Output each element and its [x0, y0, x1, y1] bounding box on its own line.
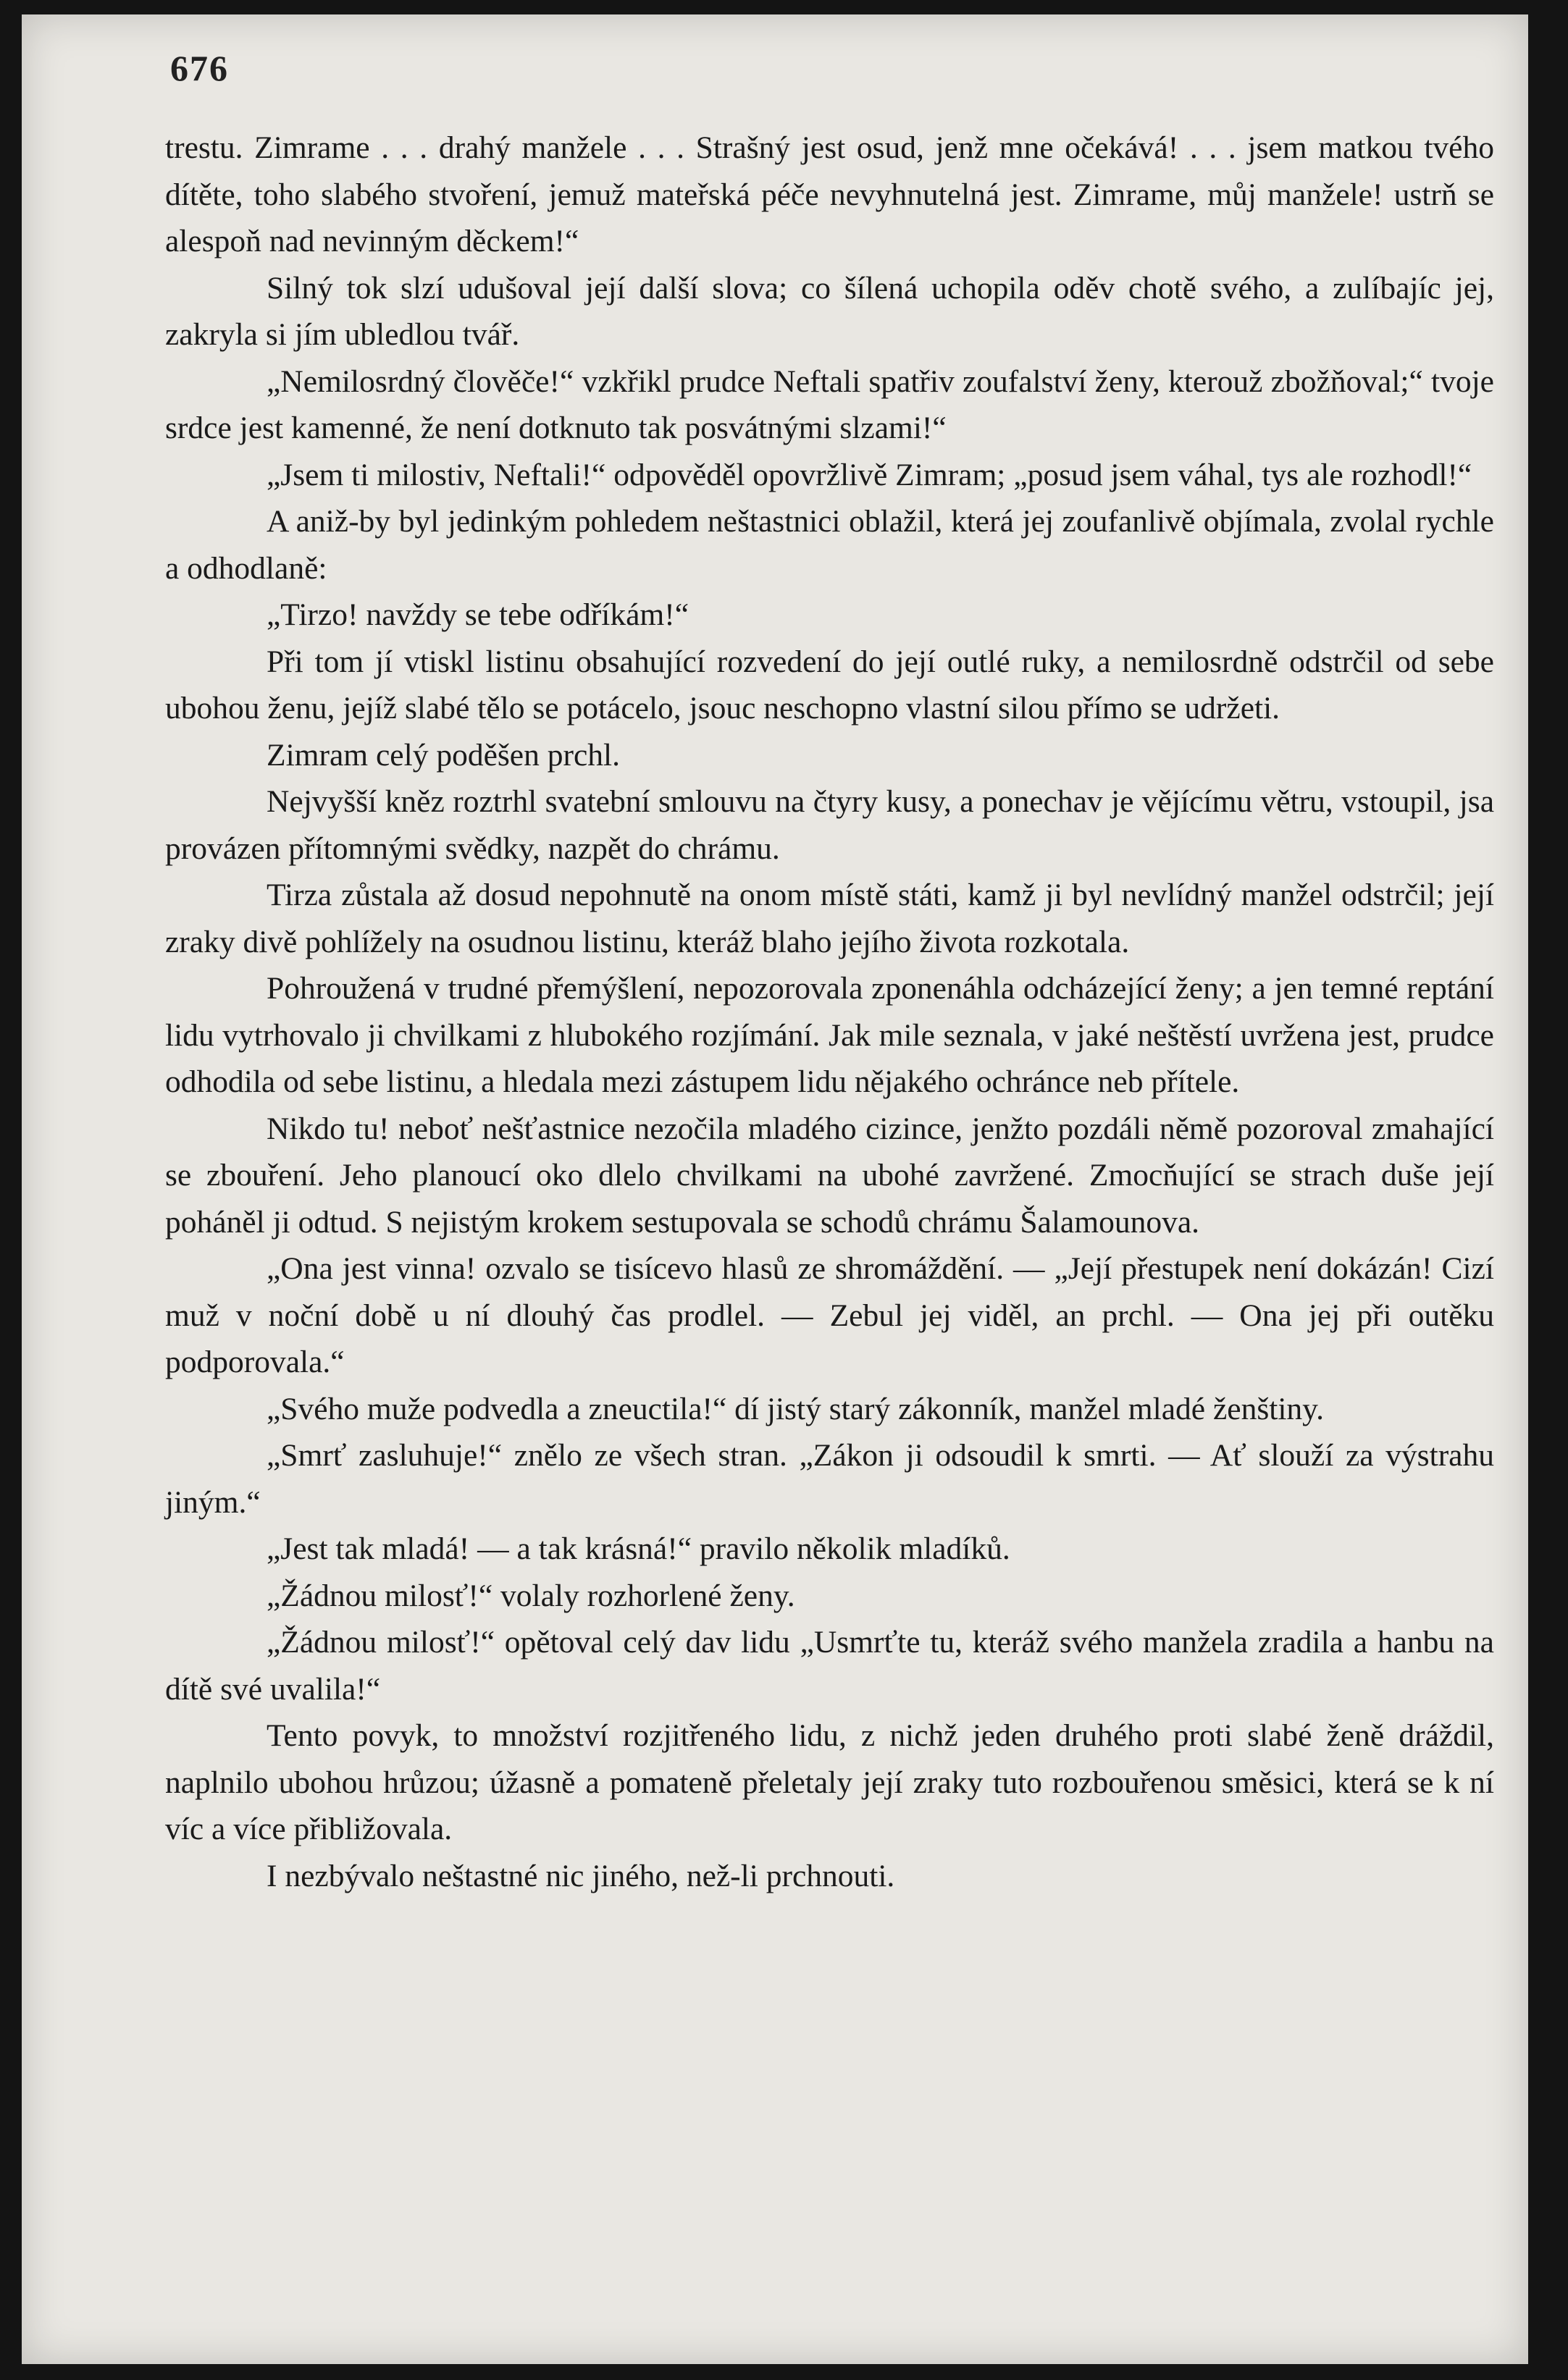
paragraph: „Jsem ti milostiv, Neftali!“ odpověděl opovržlivě Zimram; „posud jsem váhal, tys ale rozhodl!“: [267, 457, 1472, 492]
paragraph: Silný tok slzí udušoval její další slova; co šílená uchopila oděv chotě svého, a zulíbajíc jej, zakryla si jím ubledlou tvář.: [165, 270, 1494, 352]
page-number: 676: [170, 48, 229, 88]
paragraph: „Žádnou milosť!“ opětoval celý dav lidu „Usmrťte tu, kteráž svého manžela zradila a hanbu na dítě své uvalila!“: [165, 1625, 1494, 1707]
paragraph: I nezbývalo neštastné nic jiného, než-li prchnouti.: [267, 1858, 895, 1893]
body-text: [165, 125, 1494, 1899]
paragraph: „Jest tak mladá! — a tak krásná!“ pravilo několik mladíků.: [267, 1531, 1010, 1566]
paragraph: „Žádnou milosť!“ volaly rozhorlené ženy.: [267, 1578, 795, 1613]
paragraph: A aniž-by byl jedinkým pohledem neštastnici oblažil, která jej zoufanlivě objímala, zvolal rychle a odhodlaně:: [165, 504, 1494, 586]
paragraph: Pohroužená v trudné přemýšlení, nepozorovala zponenáhla odcházející ženy; a jen temné reptání lidu vytrhovalo ji chvilkami z hlubokého rozjímání. Jak mile seznala, v jaké neštěstí uvržena jest, prudce odhodila od sebe listinu, a hledala mezi zástupem lidu nějakého ochránce neb přítele.: [165, 971, 1494, 1099]
paragraph: Tirza zůstala až dosud nepohnutě na onom místě státi, kamž ji byl nevlídný manžel odstrčil; její zraky divě pohlížely na osudnou listinu, kteráž blaho jejího života rozkotala.: [165, 878, 1494, 959]
paragraph: Nikdo tu! neboť nešťastnice nezočila mladého cizince, jenžto pozdáli němě pozoroval zmahající se zbouření. Jeho planoucí oko dlelo chvilkami na ubohé zavržené. Zmocňující se strach duše její poháněl ji odtud. S nejistým krokem sestupovala se schodů chrámu Šalamounova.: [165, 1111, 1494, 1240]
paragraph: „Ona jest vinna! ozvalo se tisícevo hlasů ze shromáždění. — „Její přestupek není dokázán! Cizí muž v noční době u ní dlouhý čas prodlel. — Zebul jej viděl, an prchl. — Ona jej při outěku podporovala.“: [165, 1251, 1494, 1379]
paragraph: „Smrť zasluhuje!“ znělo ze všech stran. „Zákon ji odsoudil k smrti. — Ať slouží za výstrahu jiným.“: [165, 1438, 1494, 1520]
paragraph: Tento povyk, to množství rozjitřeného lidu, z nichž jeden druhého proti slabé ženě dráždil, naplnilo ubohou hrůzou; úžasně a pomateně přeletaly její zraky tuto rozbouřenou směsici, která se k ní víc a více přibližovala.: [165, 1718, 1494, 1846]
paragraph: Nejvyšší kněz roztrhl svatební smlouvu na čtyry kusy, a ponechav je vějícímu větru, vstoupil, jsa provázen přítomnými svědky, nazpět do chrámu.: [165, 784, 1494, 866]
paragraph: „Nemilosrdný člověče!“ vzkřikl prudce Neftali spatřiv zoufalství ženy, kterouž zbožňoval;“ tvoje srdce jest kamenné, že není dotknuto tak posvátnými slzami!“: [165, 363, 1494, 445]
paragraph: Zimram celý poděšen prchl.: [267, 737, 620, 773]
paragraph-continued: trestu. Zimrame . . . drahý manžele . . . Strašný jest osud, jenž mne očekává! . . . jsem matkou tvého dítěte, toho slabého stvoření, jemuž mateřská péče nevyhnutelná jest. Zimrame, můj manžele! ustrň se alespoň nad nevinným děckem!“: [165, 130, 1494, 258]
paragraph: „Svého muže podvedla a zneuctila!“ dí jistý starý zákonník, manžel mladé ženštiny.: [267, 1391, 1324, 1426]
paragraph: Při tom jí vtiskl listinu obsahující rozvedení do její outlé ruky, a nemilosrdně odstrčil od sebe ubohou ženu, jejíž slabé tělo se potácelo, jsouc neschopno vlastní silou přímo se udržeti.: [165, 644, 1494, 726]
paragraph: „Tirzo! navždy se tebe odříkám!“: [267, 597, 689, 632]
